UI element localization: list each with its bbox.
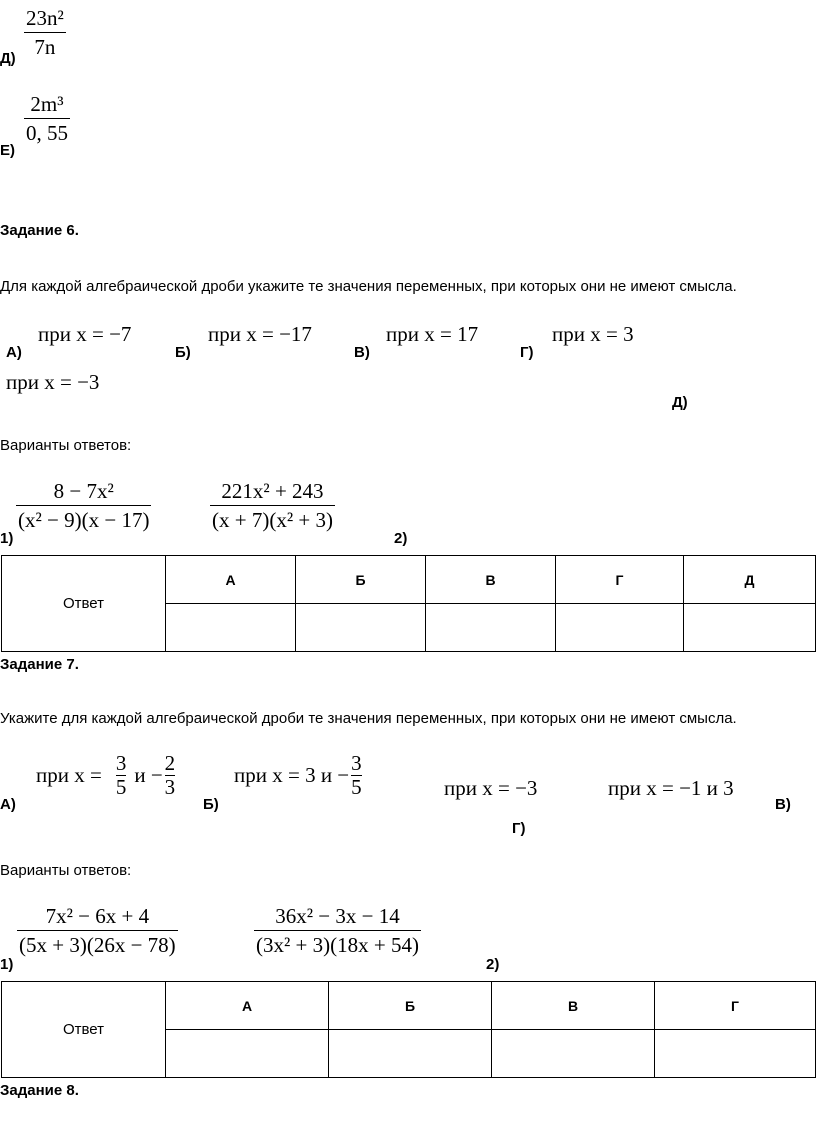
task7-option1-label: 1) <box>0 956 14 973</box>
answer-cell-c[interactable] <box>492 1030 655 1078</box>
task6-instruction: Для каждой алгебраической дроби укажите те значения переменных, при которых они не имеют смысла. <box>0 278 737 295</box>
answer-header-c: В <box>492 982 655 1030</box>
fraction-e <box>24 92 70 145</box>
answer-header-d: Г <box>655 982 816 1030</box>
answer-cell-c[interactable] <box>426 604 556 652</box>
task6-title: Задание 6. <box>0 222 79 239</box>
answer-header-a: А <box>166 982 329 1030</box>
fraction-denominator: 0, 55 <box>26 121 68 146</box>
fraction-denominator: (3x² + 3)(18x + 54) <box>256 933 419 958</box>
task6-option1-label: 1) <box>0 530 14 547</box>
answer-cell-a[interactable] <box>166 1030 329 1078</box>
condition-fraction <box>116 752 127 799</box>
task7-label-c: В) <box>775 796 791 813</box>
fraction-denominator: 5 <box>115 775 127 800</box>
task7-title: Задание 7. <box>0 656 79 673</box>
item-label-e: Е) <box>0 142 15 159</box>
condition-prefix: при x = 3 и − <box>234 763 350 788</box>
condition-fraction <box>351 752 362 799</box>
task7-option1-fraction <box>17 904 178 957</box>
task7-condition-a <box>36 752 177 799</box>
fraction-numerator: 221x² + 243 <box>221 479 324 503</box>
task6-label-e: Д) <box>672 394 688 411</box>
task7-answer-table <box>1 981 816 1078</box>
task7-condition-d: при x = −1 и 3 <box>608 776 734 800</box>
task6-condition-c: при x = 17 <box>386 322 479 346</box>
fraction-numerator: 23n² <box>26 6 64 30</box>
fraction-numerator: 36x² − 3x − 14 <box>275 904 400 928</box>
answer-header-c: В <box>426 556 556 604</box>
answer-header-d: Г <box>556 556 684 604</box>
fraction-denominator: (x² − 9)(x − 17) <box>18 508 150 533</box>
task6-label-d: Г) <box>520 344 534 361</box>
task6-answers-title: Варианты ответов: <box>0 437 132 454</box>
answer-header-e: Д <box>684 556 816 604</box>
fraction-numerator: 3 <box>115 751 127 775</box>
task7-label-b: Б) <box>203 796 219 813</box>
task6-condition-d: при x = 3 <box>552 322 634 346</box>
task7-answers-title: Варианты ответов: <box>0 862 132 879</box>
task7-option2-fraction <box>254 904 421 957</box>
task7-condition-b <box>234 752 364 799</box>
fraction-denominator: 5 <box>351 775 362 800</box>
task7-label-d: Г) <box>512 820 526 837</box>
task6-option1-fraction <box>16 479 151 532</box>
answer-header-a: А <box>166 556 296 604</box>
answer-cell-b[interactable] <box>296 604 426 652</box>
answer-row-label: Ответ <box>2 556 166 652</box>
answer-row-label: Ответ <box>2 982 166 1078</box>
fraction-d <box>24 6 66 59</box>
answer-header-b: Б <box>296 556 426 604</box>
task6-condition-a: при x = −7 <box>38 322 132 346</box>
item-label-d: Д) <box>0 50 16 67</box>
fraction-numerator: 2 <box>164 751 176 775</box>
answer-header-b: Б <box>329 982 492 1030</box>
task6-label-a: А) <box>6 344 22 361</box>
condition-prefix: при x = <box>36 763 102 788</box>
answer-cell-e[interactable] <box>684 604 816 652</box>
condition-fraction <box>165 752 176 799</box>
condition-mid: и − <box>134 763 163 788</box>
fraction-numerator: 3 <box>351 751 362 775</box>
task6-answer-table <box>1 555 816 652</box>
task6-option2-label: 2) <box>394 530 408 547</box>
answer-cell-d[interactable] <box>556 604 684 652</box>
task6-condition-b: при x = −17 <box>208 322 312 346</box>
answer-cell-a[interactable] <box>166 604 296 652</box>
fraction-numerator: 2m³ <box>30 92 64 116</box>
answer-cell-d[interactable] <box>655 1030 816 1078</box>
fraction-denominator: (5x + 3)(26x − 78) <box>19 933 176 958</box>
fraction-numerator: 8 − 7x² <box>53 479 114 503</box>
task7-instruction: Укажите для каждой алгебраической дроби те значения переменных, при которых они не имеют смысла. <box>0 710 737 727</box>
task6-label-b: Б) <box>175 344 191 361</box>
task6-label-c: В) <box>354 344 370 361</box>
task7-condition-c: при x = −3 <box>444 776 538 800</box>
answer-cell-b[interactable] <box>329 1030 492 1078</box>
task6-option2-fraction <box>210 479 335 532</box>
task6-condition-e: при x = −3 <box>6 370 100 394</box>
fraction-denominator: 7n <box>34 35 56 60</box>
task7-label-a: А) <box>0 796 16 813</box>
fraction-denominator: 3 <box>164 775 176 800</box>
fraction-numerator: 7x² − 6x + 4 <box>45 904 150 928</box>
task8-title: Задание 8. <box>0 1082 79 1099</box>
task7-option2-label: 2) <box>486 956 500 973</box>
fraction-denominator: (x + 7)(x² + 3) <box>212 508 333 533</box>
